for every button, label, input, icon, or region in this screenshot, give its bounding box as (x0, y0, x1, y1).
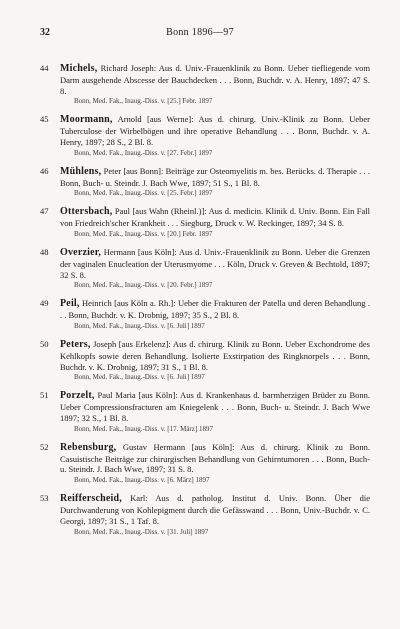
entry-text: Hermann [aus Köln]: Aus d. Univ.-Frauenklinik zu Bonn. Ueber die Grenzen der vaginalen Enucleation der Uterusmyome . . . Köln, Druck v. Greven & Bechtold, 1897; 32 S. 8. (60, 246, 370, 280)
list-item (40, 390, 370, 433)
faculty-note: Bonn, Med. Fak., Inaug.-Diss. v. [17. März] 1897 (74, 424, 213, 433)
entry-text: Gustav Hermann [aus Köln]: Aus d. chirurg. Klinik zu Bonn. Casuistische Beiträge zur chirurgischen Behandlung von Gehirntumoren . . . Bonn, Buch- u. Steindr. J. Bach Wwe, 1897; 31 S. 8. (60, 441, 370, 475)
page-header (40, 27, 360, 41)
entry-text: Paul Maria [aus Köln]: Aus d. Krankenhaus d. barmherzigen Brüder zu Bonn. Ueber Compressionsfracturen am Kniegelenk . . . Bonn, Buch- u. Steindr. J. Bach Wwe 1897; 32 S., 1 Bl. 8. (60, 390, 370, 423)
author-name: Moormann, (60, 114, 113, 126)
list-item (40, 442, 370, 485)
author-name: Ottersbach, (60, 206, 113, 218)
entry-text: Heinrich [aus Köln a. Rh.]: Ueber die Frakturen der Patella und deren Behandlung . . . Bonn, Buchdr. v. K. Drobnig, 1897; 35 S., 2 Bl. 8. (60, 298, 370, 321)
faculty-note: Bonn, Med. Fak., Inaug.-Diss. v. [25. Febr.] 1897 (74, 189, 213, 198)
author-name: Porzelt, (60, 390, 95, 402)
author-name: Peil, (60, 298, 80, 310)
entry-number: 52 (40, 441, 49, 452)
faculty-note: Bonn, Med. Fak., Inaug.-Diss. v. [27. Febr.] 1897 (74, 148, 213, 157)
entry-text: Paul [aus Wahn (Rheinl.)]: Aus d. medicin. Klinik d. Univ. Bonn. Ein Fall von Friedreich'scher Krankheit . . . Siegburg, Druck v. W. Reckinger, 1897; 34 S. 8. (60, 206, 371, 229)
entry-number: 46 (40, 165, 49, 176)
author-name: Peters, (60, 338, 91, 350)
faculty-note: Bonn, Med. Fak., Inaug.-Diss. v. [6. März] 1897 (74, 476, 210, 485)
list-item (40, 247, 370, 290)
entry-number: 44 (40, 63, 49, 73)
running-title: Bonn 1896—97 (166, 27, 234, 38)
list-item (40, 114, 370, 157)
entry-number: 45 (40, 114, 49, 125)
author-name: Michels, (60, 63, 98, 74)
faculty-note: Bonn, Med. Fak., Inaug.-Diss. v. [31. Juli] 1897 (74, 527, 209, 536)
list-item (40, 63, 370, 106)
entry-text: Joseph [aus Erkelenz]: Aus d. chirurg. Klinik zu Bonn. Ueber Exchondrome des Kehlkopfs sowie deren Behandlung. Isolierte Exstirpation des Ringknorpels . . . Bonn, Buchdr. v. K. Drobnig, 1897; 31 S., 1 Bl. 8. (60, 338, 370, 372)
author-name: Rebensburg, (60, 441, 117, 453)
page-number: 32 (40, 27, 50, 38)
faculty-note: Bonn, Med. Fak., Inaug.-Diss. v. [25.] Febr. 1897 (74, 97, 213, 106)
entry-text: Karl: Aus d. patholog. Institut d. Univ. Bonn. Über die Durchwanderung von Kohlepigment durch die Gefässwand . . . Bonn, Univ.-Buchdr. v. C. Georgi, 1897; 31 S., 1 Taf. 8. (60, 493, 370, 526)
entry-text: Arnold [aus Werne]: Aus d. chirurg. Univ.-Klinik zu Bonn. Ueber Tuberculose der Wirbelbögen und ihre operative Behandlung . . . Bonn, Buchdr. v. A. Henry, 1897; 28 S., 2 Bl. 8. (60, 114, 371, 147)
list-item (40, 206, 370, 239)
dissertation-list (40, 63, 370, 545)
list-item (40, 493, 370, 536)
faculty-note: Bonn, Med. Fak., Inaug.-Diss. v. [20.] Febr. 1897 (74, 229, 213, 238)
list-item (40, 298, 370, 331)
faculty-note: Bonn, Med. Fak., Inaug.-Diss. v. [20. Febr.] 1897 (74, 281, 213, 290)
author-name: Mühlens, (60, 165, 102, 177)
entry-number: 49 (40, 298, 49, 309)
entry-number: 47 (40, 206, 49, 217)
entry-number: 50 (40, 338, 49, 349)
entry-text: Richard Joseph: Aus d. Univ.-Frauenklinik zu Bonn. Ueber tiefliegende vom Darm ausgehende Abscesse der Bauchdecken . . . Bonn, Buchdr. v. A. Henry, 1897; 47 S. 8. (60, 63, 371, 96)
faculty-note: Bonn, Med. Fak., Inaug.-Diss. v. [6. Juli] 1897 (74, 321, 205, 330)
list-item (40, 166, 370, 199)
entry-number: 48 (40, 246, 49, 257)
list-item (40, 339, 370, 382)
entry-number: 51 (40, 390, 49, 401)
author-name: Overzier, (60, 246, 102, 258)
entry-number: 53 (40, 493, 49, 504)
entry-text: Peter [aus Bonn]: Beiträge zur Osteomyelitis m. bes. Berücks. d. Therapie . . . Bonn, Buch- u. Steindr. J. Bach Wwe, 1897; 51 S., 1 Bl. 8. (60, 165, 371, 188)
faculty-note: Bonn, Med. Fak., Inaug.-Diss. v. [6. Juli] 1897 (74, 373, 205, 382)
author-name: Reifferscheid, (60, 493, 122, 505)
